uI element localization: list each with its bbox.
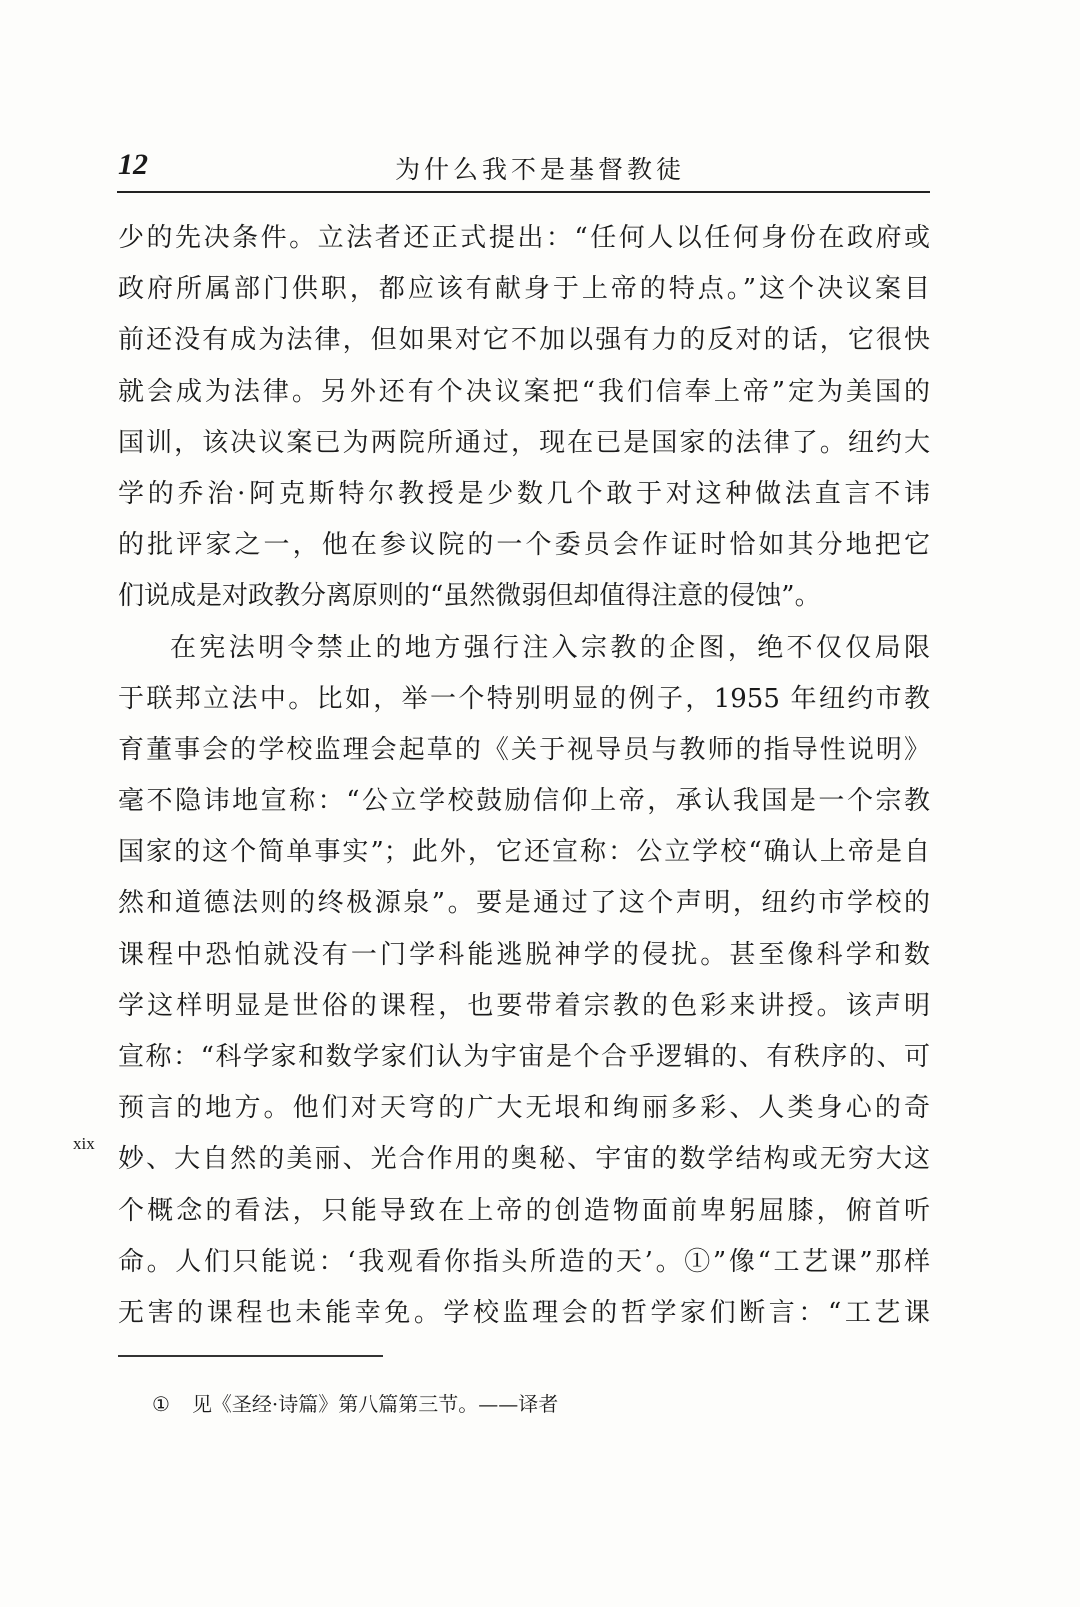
text-line: 命。人们只能说：‘我观看你指头所造的天’。①”像“工艺课”那样 xyxy=(118,1246,930,1277)
text-line: 们说成是对政教分离原则的“虽然微弱但却值得注意的侵蚀”。 xyxy=(118,581,821,612)
text-line: 前还没有成为法律，但如果对它不加以强有力的反对的话，它很快 xyxy=(118,325,930,356)
running-title: 为什么我不是基督教徒 xyxy=(395,155,686,184)
text-line: 国家的这个简单事实”；此外，它还宣称：公立学校“确认上帝是自 xyxy=(118,837,930,868)
text-line: 然和道德法则的终极源泉”。要是通过了这个声明，纽约市学校的 xyxy=(118,888,930,919)
text-line: 个概念的看法，只能导致在上帝的创造物面前卑躬屈膝，俯首听 xyxy=(118,1195,930,1226)
text-line: 政府所属部门供职，都应该有献身于上帝的特点。”这个决议案目 xyxy=(118,274,930,305)
text-line: 国训，该决议案已为两院所通过，现在已是国家的法律了。纽约大 xyxy=(118,427,930,458)
text-line: 少的先决条件。立法者还正式提出：“任何人以任何身份在政府或 xyxy=(118,223,930,253)
page-number: 12 xyxy=(118,148,148,181)
text-line: 无害的课程也未能幸免。学校监理会的哲学家们断言：“工艺课 xyxy=(118,1297,930,1328)
text-line: 预言的地方。他们对天穹的广大无垠和绚丽多彩、人类身心的奇 xyxy=(118,1093,930,1124)
body-text xyxy=(118,213,930,1339)
text-line: 毫不隐讳地宣称：“公立学校鼓励信仰上帝，承认我国是一个宗教 xyxy=(118,786,930,817)
text-line: 于联邦立法中。比如，举一个特别明显的例子，1955 年纽约市教 xyxy=(118,683,930,714)
text-line: 学的乔治·阿克斯特尔教授是少数几个敢于对这种做法直言不讳 xyxy=(118,478,930,509)
footnote-text: 见《圣经·诗篇》第八篇第三节。——译者 xyxy=(191,1392,559,1416)
text-line: 妙、大自然的美丽、光合作用的奥秘、宇宙的数学结构或无穷大这 xyxy=(118,1144,930,1175)
footnote xyxy=(152,1388,558,1417)
text-line: 课程中恐怕就没有一门学科能逃脱神学的侵扰。甚至像科学和数 xyxy=(118,939,930,970)
text-line: 宣称：“科学家和数学家们认为宇宙是个合乎逻辑的、有秩序的、可 xyxy=(118,1042,930,1072)
header-rule xyxy=(117,191,930,193)
margin-note: xix xyxy=(73,1134,95,1153)
text-line: 育董事会的学校监理会起草的《关于视导员与教师的指导性说明》 xyxy=(118,734,930,765)
text-line: 就会成为法律。另外还有个决议案把“我们信奉上帝”定为美国的 xyxy=(118,376,930,407)
text-line: 在宪法明令禁止的地方强行注入宗教的企图，绝不仅仅局限 xyxy=(170,632,930,663)
text-line: 的批评家之一，他在参议院的一个委员会作证时恰如其分地把它 xyxy=(118,530,930,561)
footnote-marker: ① xyxy=(152,1392,170,1416)
text-line: 学这样明显是世俗的课程，也要带着宗教的色彩来讲授。该声明 xyxy=(118,990,930,1021)
footnote-rule xyxy=(118,1355,383,1357)
